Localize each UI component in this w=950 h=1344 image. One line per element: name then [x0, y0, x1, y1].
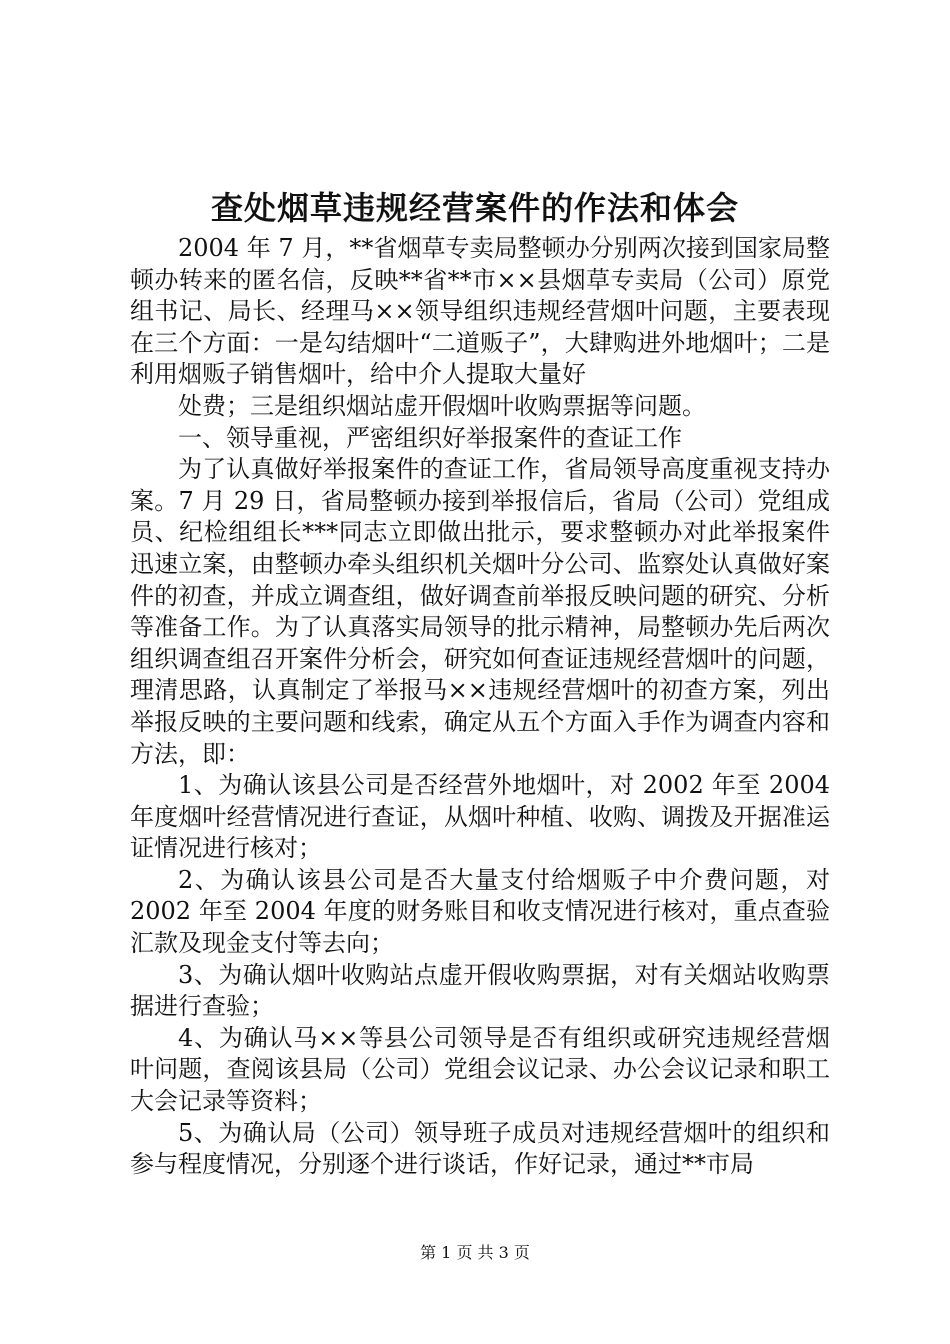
list-item-2: 2、为确认该县公司是否大量支付给烟贩子中介费问题，对 2002 年至 2004 年度的财务账目和收支情况进行核对，重点查验汇款及现金支付等去向； — [130, 865, 830, 958]
list-item-1: 1、为确认该县公司是否经营外地烟叶，对 2002 年至 2004 年度烟叶经营情况进行查证，从烟叶种植、收购、调拨及开据准运证情况进行核对； — [130, 771, 830, 863]
document-body — [130, 233, 830, 1181]
paragraph-intro-continued: 处费；三是组织烟站虚开假烟叶收购票据等问题。 — [178, 391, 706, 420]
section-heading-1: 一、领导重视，严密组织好举报案件的查证工作 — [178, 423, 682, 452]
list-item-5: 5、为确认局（公司）领导班子成员对违规经营烟叶的组织和参与程度情况，分别逐个进行谈话，作好记录，通过**市局 — [130, 1118, 830, 1179]
list-item-3: 3、为确认烟叶收购站点虚开假收购票据，对有关烟站收购票据进行查验； — [130, 960, 830, 1021]
page-footer: 第 1 页 共 3 页 — [420, 1243, 530, 1262]
document-title: 查处烟草违规经营案件的作法和体会 — [210, 189, 739, 227]
list-item-4: 4、为确认马××等县公司领导是否有组织或研究违规经营烟叶问题，查阅该县局（公司）党组会议记录、办公会议记录和职工大会记录等资料； — [130, 1023, 830, 1116]
paragraph-section-1: 为了认真做好举报案件的查证工作，省局领导高度重视支持办案。7 月 29 日，省局整顿办接到举报信后，省局（公司）党组成员、纪检组组长***同志立即做出批示，要求整顿办对此举报案件迅速立案，由整顿办牵头组织机关烟叶分公司、监察处认真做好案件的初查，并成立调查组，做好调查前举报反映问题的研究、分析等准备工作。为了认真落实局领导的批示精神，局整顿办先后两次组织调查组召开案件分析会，研究如何查证违规经营烟叶的问题，理清思路，认真制定了举报马××违规经营烟叶的初查方案，列出举报反映的主要问题和线索，确定从五个方面入手作为调查内容和方法，即： — [130, 455, 830, 768]
paragraph-intro: 2004 年 7 月，**省烟草专卖局整顿办分别两次接到国家局整顿办转来的匿名信，反映**省**市××县烟草专卖局（公司）原党组书记、局长、经理马××领导组织违规经营烟叶问题，主要表现在三个方面：一是勾结烟叶“二道贩子”，大肆购进外地烟叶；二是利用烟贩子销售烟叶，给中介人提取大量好 — [130, 234, 830, 389]
